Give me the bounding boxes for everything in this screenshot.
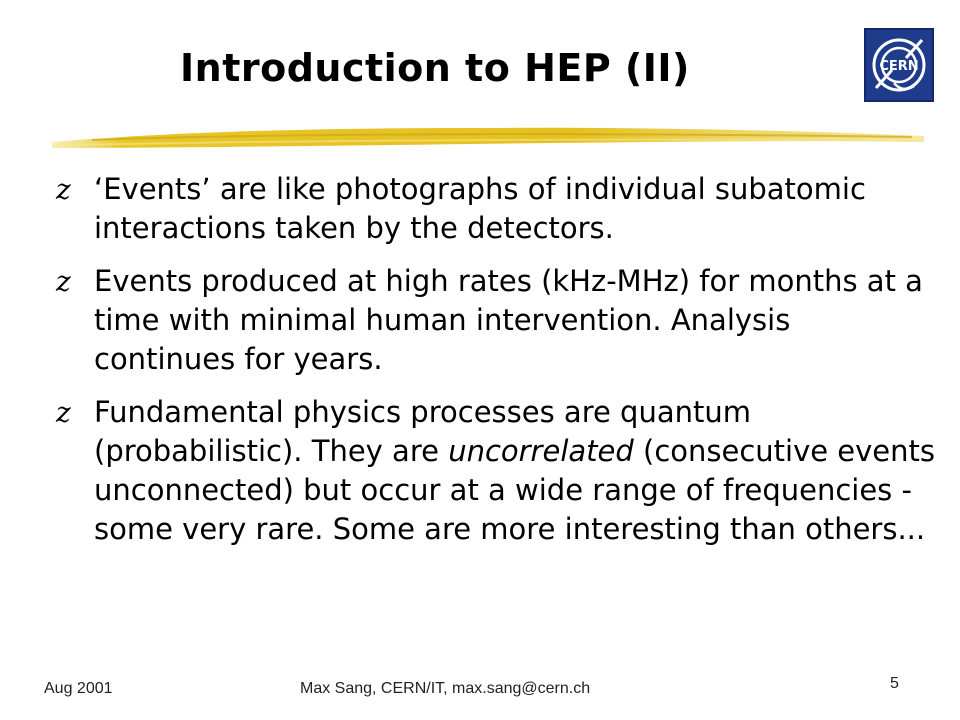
bullet-emphasis: uncorrelated <box>448 434 634 468</box>
page-number: 5 <box>890 675 899 692</box>
bullet-item <box>56 170 936 248</box>
bullet-marker-icon: z <box>56 396 71 429</box>
bullet-text: Events produced at high rates (kHz-MHz) for months at a time with minimal human intervention. Analysis continues for years. <box>94 264 923 376</box>
bullet-text: ‘Events’ are like photographs of individual subatomic interactions taken by the detectors. <box>94 172 866 245</box>
bullet-list <box>56 170 936 563</box>
yellow-brush-rule <box>52 118 924 154</box>
bullet-item <box>56 393 936 549</box>
footer-date: Aug 2001 <box>44 680 113 697</box>
cern-logo-text: CERN <box>879 59 919 74</box>
bullet-text-start: Fundamental physics processes are quantum (probabilistic). They are <box>94 395 751 468</box>
footer-author: Max Sang, CERN/IT, max.sang@cern.ch <box>300 680 591 697</box>
cern-logo <box>864 28 934 102</box>
slide-title: Introduction to HEP (II) <box>180 46 690 90</box>
bullet-marker-icon: z <box>56 265 71 298</box>
bullet-marker-icon: z <box>56 173 71 206</box>
bullet-text-end: (consecutive events unconnected) but occur at a wide range of frequencies - some very rare. Some are more interesting than others... <box>94 434 936 546</box>
bullet-item <box>56 262 936 379</box>
